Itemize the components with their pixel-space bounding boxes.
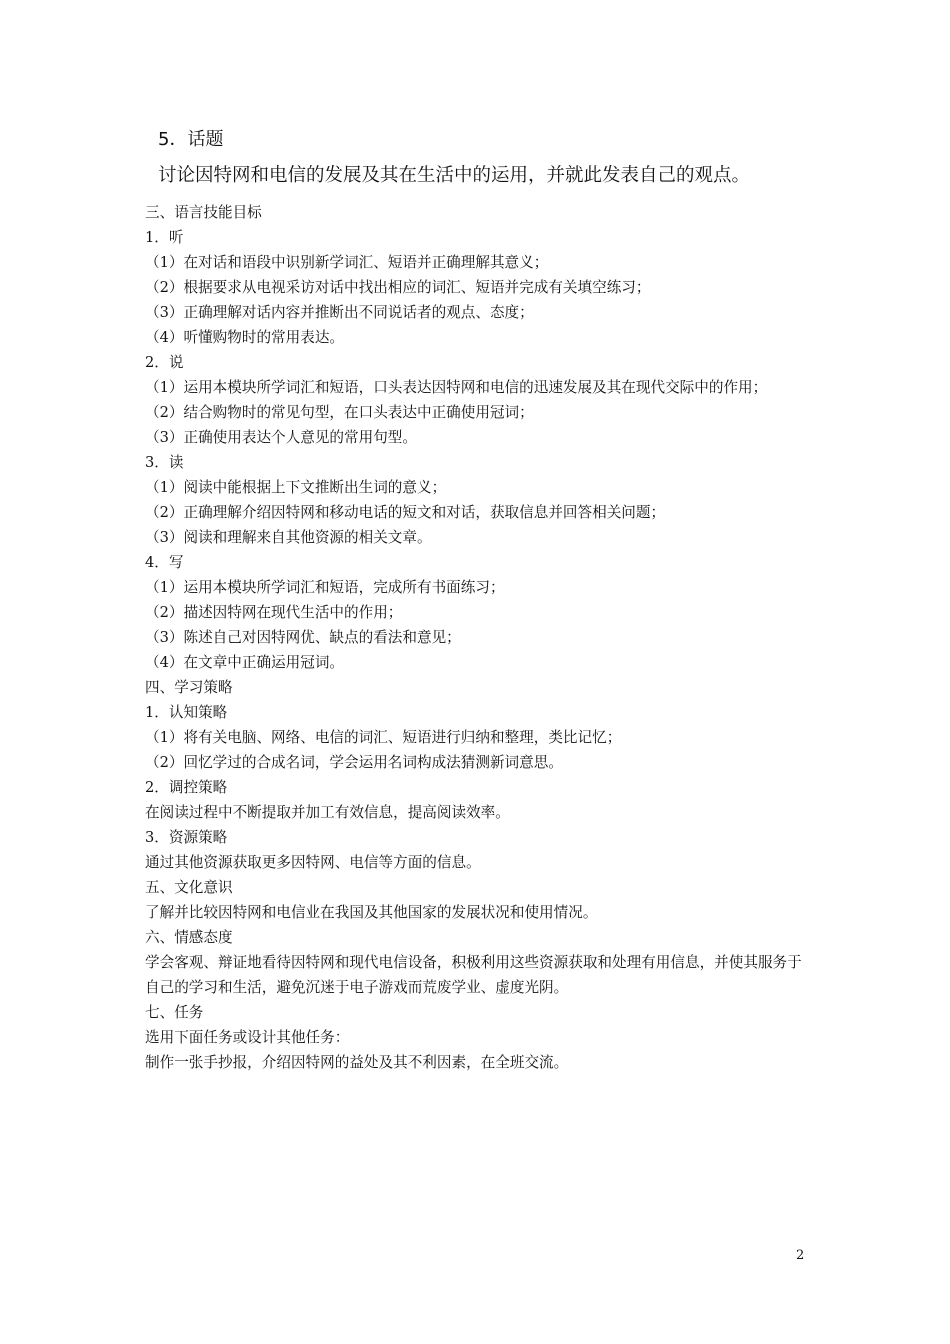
list-item: （1）阅读中能根据上下文推断出生词的意义；: [145, 479, 447, 496]
topic-body: 讨论因特网和电信的发展及其在生活中的运用，并就此发表自己的观点。: [158, 165, 751, 186]
list-item: （2）描述因特网在现代生活中的作用；: [145, 604, 403, 621]
paragraph: 在阅读过程中不断提取并加工有效信息，提高阅读效率。: [145, 804, 510, 821]
list-item: （3）正确使用表达个人意见的常用句型。: [145, 429, 417, 446]
paragraph: 了解并比较因特网和电信业在我国及其他国家的发展状况和使用情况。: [145, 904, 598, 921]
subheading-listening: 1．听: [145, 229, 184, 246]
subheading-resource-strategy: 3．资源策略: [145, 829, 228, 846]
topic-heading: 5．话题: [158, 129, 224, 150]
subheading-speaking: 2．说: [145, 354, 184, 371]
paragraph: 制作一张手抄报，介绍因特网的益处及其不利因素，在全班交流。: [145, 1054, 569, 1071]
list-item: （3）阅读和理解来自其他资源的相关文章。: [145, 529, 432, 546]
section-heading-learning-strategies: 四、学习策略: [145, 679, 233, 696]
list-item: （2）根据要求从电视采访对话中找出相应的词汇、短语并完成有关填空练习；: [145, 279, 651, 296]
subheading-writing: 4．写: [145, 554, 184, 571]
list-item: （3）正确理解对话内容并推断出不同说话者的观点、态度；: [145, 304, 534, 321]
list-item: （1）将有关电脑、网络、电信的词汇、短语进行归纳和整理，类比记忆；: [145, 729, 622, 746]
list-item: （4）听懂购物时的常用表达。: [145, 329, 345, 346]
list-item: （4）在文章中正确运用冠词。: [145, 654, 345, 671]
list-item: （2）正确理解介绍因特网和移动电话的短文和对话，获取信息并回答相关问题；: [145, 504, 666, 521]
section-heading-tasks: 七、任务: [145, 1004, 204, 1021]
list-item: （2）回忆学过的合成名词，学会运用名词构成法猜测新词意思。: [145, 754, 563, 771]
paragraph: 选用下面任务或设计其他任务：: [145, 1029, 350, 1046]
list-item: （1）在对话和语段中识别新学词汇、短语并正确理解其意义；: [145, 254, 549, 271]
paragraph: 通过其他资源获取更多因特网、电信等方面的信息。: [145, 854, 481, 871]
section-heading-language-skills: 三、语言技能目标: [145, 204, 262, 221]
section-heading-cultural-awareness: 五、文化意识: [145, 879, 233, 896]
paragraph: 学会客观、辩证地看待因特网和现代电信设备，积极利用这些资源获取和处理有用信息，并使其服务于自己的学习和生活，避免沉迷于电子游戏而荒废学业、虚度光阴。: [145, 954, 802, 996]
list-item: （3）陈述自己对因特网优、缺点的看法和意见；: [145, 629, 461, 646]
list-item: （1）运用本模块所学词汇和短语，口头表达因特网和电信的迅速发展及其在现代交际中的作用；: [145, 379, 768, 396]
list-item: （2）结合购物时的常见句型，在口头表达中正确使用冠词；: [145, 404, 534, 421]
subheading-regulation-strategy: 2．调控策略: [145, 779, 228, 796]
subheading-reading: 3．读: [145, 454, 184, 471]
document-body: [145, 200, 813, 1075]
page-number: 2: [796, 1248, 805, 1263]
section-heading-emotional-attitude: 六、情感态度: [145, 929, 233, 946]
list-item: （1）运用本模块所学词汇和短语，完成所有书面练习；: [145, 579, 505, 596]
subheading-cognitive-strategy: 1．认知策略: [145, 704, 228, 721]
